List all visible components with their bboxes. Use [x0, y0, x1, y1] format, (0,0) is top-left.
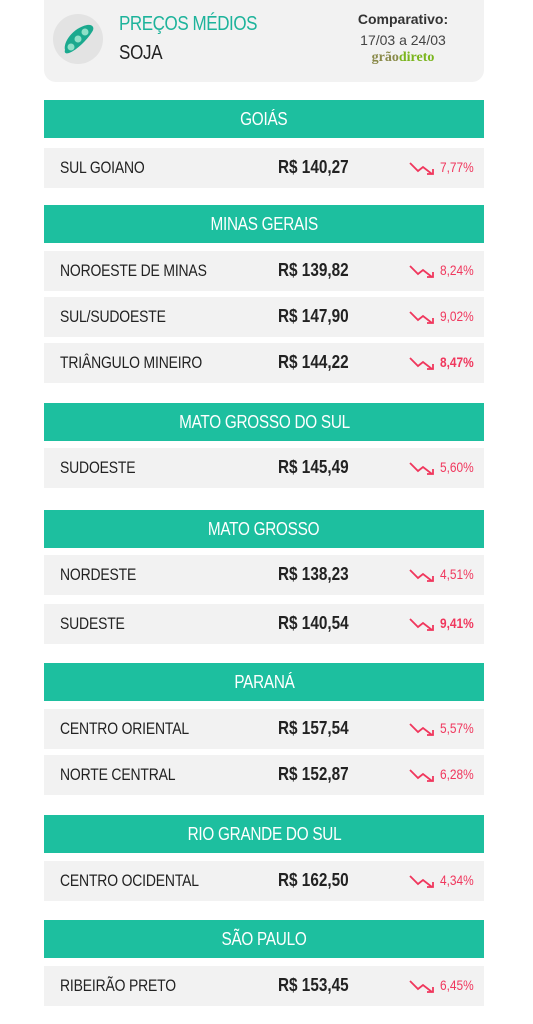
region-name: MINAS GERAIS [210, 214, 318, 234]
trend-down-icon [408, 307, 438, 327]
trend-down-icon [408, 565, 438, 585]
trend-down-icon [408, 871, 438, 891]
subregion-name: NORDESTE [60, 565, 137, 584]
change-percent: 8,24% [440, 262, 474, 278]
change-percent: 8,47% [440, 354, 474, 370]
price-value: R$ 144,22 [278, 352, 349, 372]
subregion-name: CENTRO ORIENTAL [60, 719, 189, 738]
table-row [44, 966, 484, 1006]
change-percent: 7,77% [440, 159, 474, 175]
price-value: R$ 153,45 [278, 975, 349, 995]
trend-down-icon [408, 353, 438, 373]
price-value: R$ 147,90 [278, 306, 349, 326]
brand-part-1: grão [371, 50, 399, 65]
trend-down-icon [408, 261, 438, 281]
subregion-name: NOROESTE DE MINAS [60, 261, 207, 280]
price-value: R$ 138,23 [278, 564, 349, 584]
soybean-pod-icon [53, 14, 103, 64]
subregion-name: SUDOESTE [60, 458, 136, 477]
region-name: GOIÁS [240, 109, 288, 129]
page-subtitle: SOJA [119, 42, 163, 64]
price-value: R$ 140,54 [278, 613, 349, 633]
subregion-name: NORTE CENTRAL [60, 765, 176, 784]
region-header [44, 100, 484, 138]
price-value: R$ 140,27 [278, 157, 349, 177]
region-header [44, 815, 484, 853]
trend-down-icon [408, 158, 438, 178]
trend-down-icon [408, 719, 438, 739]
change-percent: 6,45% [440, 977, 474, 993]
price-value: R$ 157,54 [278, 718, 349, 738]
change-percent: 4,34% [440, 872, 474, 888]
trend-down-icon [408, 765, 438, 785]
change-percent: 6,28% [440, 766, 474, 782]
price-value: R$ 139,82 [278, 260, 349, 280]
price-value: R$ 162,50 [278, 870, 349, 890]
table-row [44, 861, 484, 901]
comparison-dates: 17/03 a 24/03 [360, 32, 446, 48]
table-row [44, 755, 484, 795]
price-value: R$ 145,49 [278, 457, 349, 477]
region-header [44, 510, 484, 548]
table-row [44, 448, 484, 488]
table-row [44, 343, 484, 383]
table-row [44, 297, 484, 337]
price-value: R$ 152,87 [278, 764, 349, 784]
change-percent: 4,51% [440, 566, 474, 582]
change-percent: 9,02% [440, 308, 474, 324]
region-name: SÃO PAULO [221, 929, 307, 949]
table-row [44, 604, 484, 644]
table-row [44, 251, 484, 291]
brand-logo [353, 50, 453, 66]
subregion-name: SUDESTE [60, 614, 125, 633]
region-name: MATO GROSSO DO SUL [178, 412, 350, 432]
change-percent: 5,60% [440, 459, 474, 475]
trend-down-icon [408, 458, 438, 478]
region-header [44, 663, 484, 701]
change-percent: 9,41% [440, 615, 474, 631]
change-percent: 5,57% [440, 720, 474, 736]
subregion-name: SUL/SUDOESTE [60, 307, 166, 326]
subregion-name: CENTRO OCIDENTAL [60, 871, 199, 890]
subregion-name: SUL GOIANO [60, 158, 145, 177]
table-row [44, 709, 484, 749]
region-header [44, 920, 484, 958]
region-name: PARANÁ [233, 672, 295, 692]
trend-down-icon [408, 614, 438, 634]
region-name: RIO GRANDE DO SUL [187, 824, 341, 844]
brand-part-2: direto [398, 50, 435, 65]
region-header [44, 205, 484, 243]
region-name: MATO GROSSO [208, 519, 320, 539]
table-row [44, 555, 484, 595]
subregion-name: TRIÂNGULO MINEIRO [60, 353, 203, 372]
region-header [44, 403, 484, 441]
subregion-name: RIBEIRÃO PRETO [60, 976, 176, 995]
table-row [44, 148, 484, 188]
trend-down-icon [408, 976, 438, 996]
page-title: PREÇOS MÉDIOS [119, 13, 258, 35]
comparison-label: Comparativo: [357, 11, 449, 27]
